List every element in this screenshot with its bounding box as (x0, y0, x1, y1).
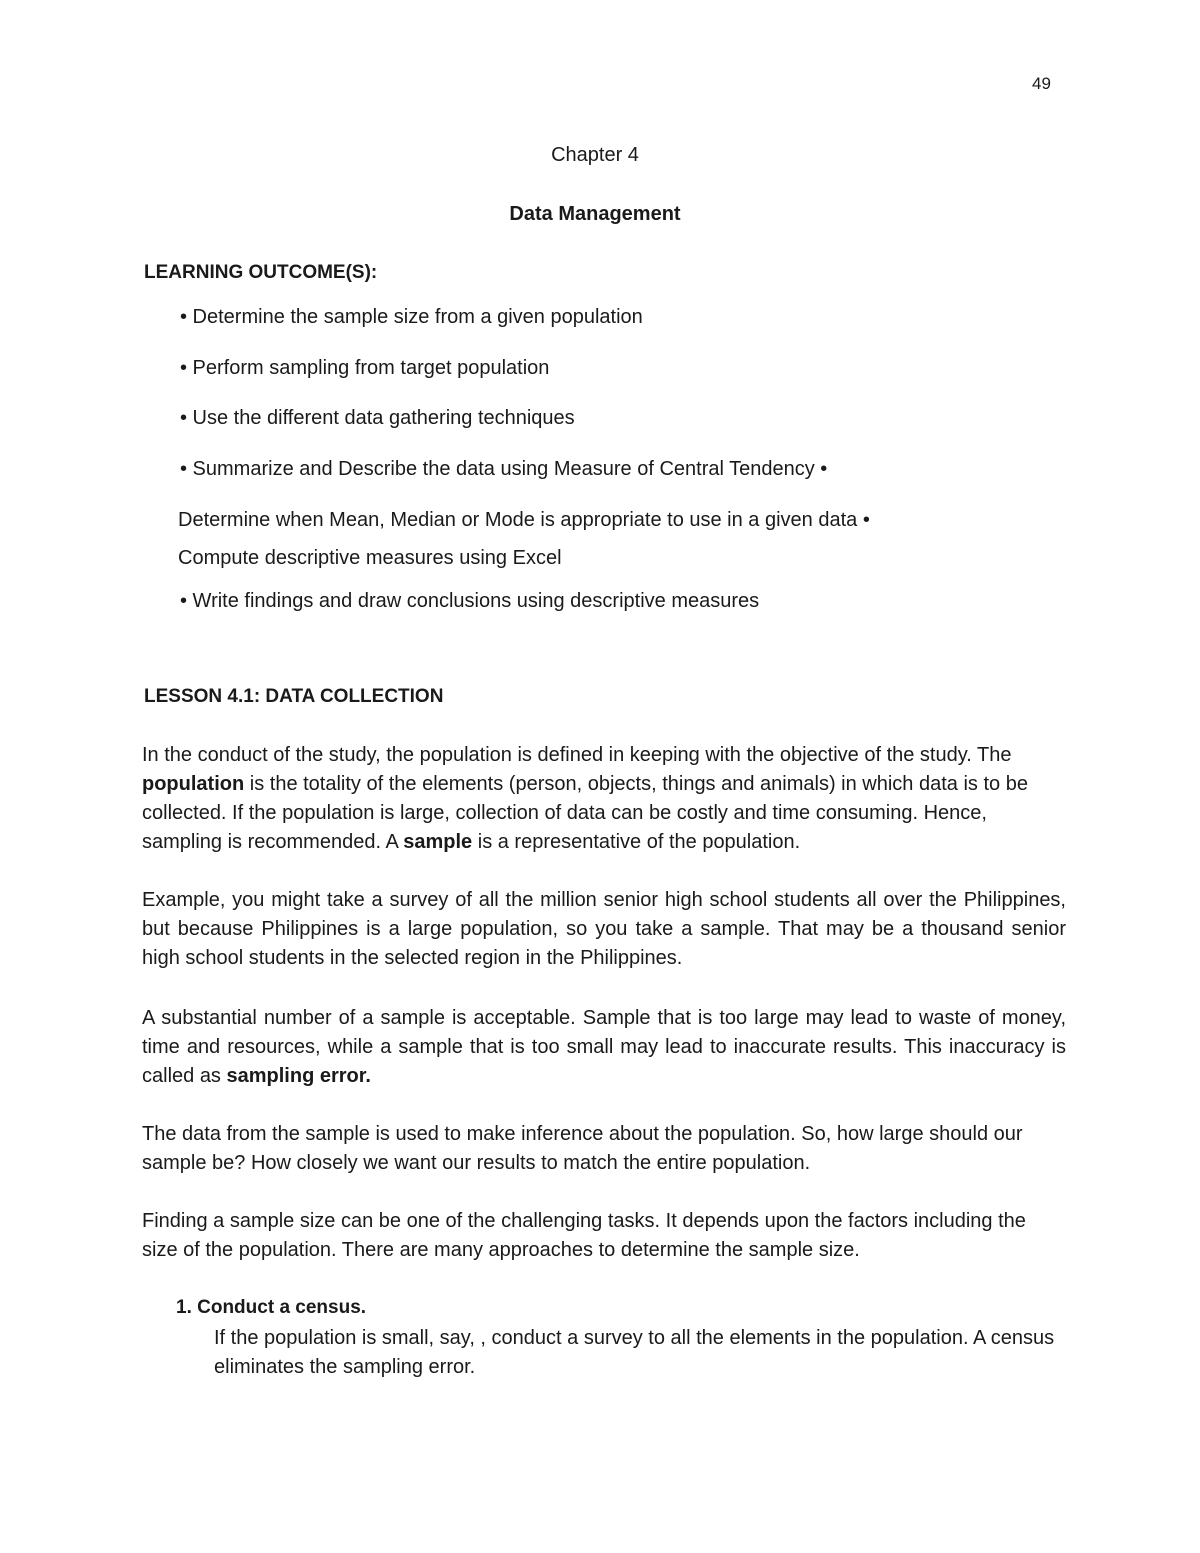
page-number: 49 (1032, 74, 1051, 93)
paragraph-sample-size: Finding a sample size can be one of the challenging tasks. It depends upon the factors including the size of the population. There are many approaches to determine the sample size. (142, 1210, 1026, 1261)
list-item-title: 1. Conduct a census. (176, 1297, 367, 1318)
term-sampling-error: sampling error. (226, 1065, 371, 1087)
learning-outcome-line: Determine when Mean, Median or Mode is appropriate to use in a given data • (178, 509, 870, 531)
paragraph-inference: The data from the sample is used to make inference about the population. So, how large should our sample be? How closely we want our results to match the entire population. (142, 1123, 1023, 1174)
learning-outcome-line: • Use the different data gathering techniques (180, 407, 575, 429)
learning-outcome-line: • Perform sampling from target population (180, 357, 550, 379)
lesson-heading: LESSON 4.1: DATA COLLECTION (144, 686, 444, 707)
learning-outcome-line: • Determine the sample size from a given population (180, 306, 643, 328)
paragraph-example: Example, you might take a survey of all the million senior high school students all over the Philippines, but because Philippines is a large population, so you take a sample. That may be a thousand senior high school students in the selected region in the Philippines. (142, 889, 1066, 969)
paragraph-population: In the conduct of the study, the population is defined in keeping with the objective of the study. The population is the totality of the elements (person, objects, things and animals) in which data is to be collected. If the population is large, collection of data can be costly and time consuming. Hence, sampling is recommended. A sample is a representative of the population. (142, 744, 1028, 853)
list-item-body: If the population is small, say, , conduct a survey to all the elements in the population. A census eliminates the sampling error. (214, 1327, 1055, 1378)
paragraph-sampling-error: A substantial number of a sample is acceptable. Sample that is too large may lead to waste of money, time and resources, while a sample that is too small may lead to inaccurate results. This inaccuracy is called as sampling error. (142, 1007, 1066, 1087)
chapter-label: Chapter 4 (551, 144, 639, 166)
learning-outcome-line: • Write findings and draw conclusions using descriptive measures (180, 590, 760, 612)
learning-outcome-line: Compute descriptive measures using Excel (178, 547, 562, 569)
term-population: population (142, 773, 245, 795)
term-sample: sample (403, 831, 473, 853)
chapter-title: Data Management (509, 203, 681, 225)
learning-outcomes-heading: LEARNING OUTCOME(S): (144, 262, 378, 283)
learning-outcome-line: • Summarize and Describe the data using Measure of Central Tendency • (180, 458, 828, 480)
